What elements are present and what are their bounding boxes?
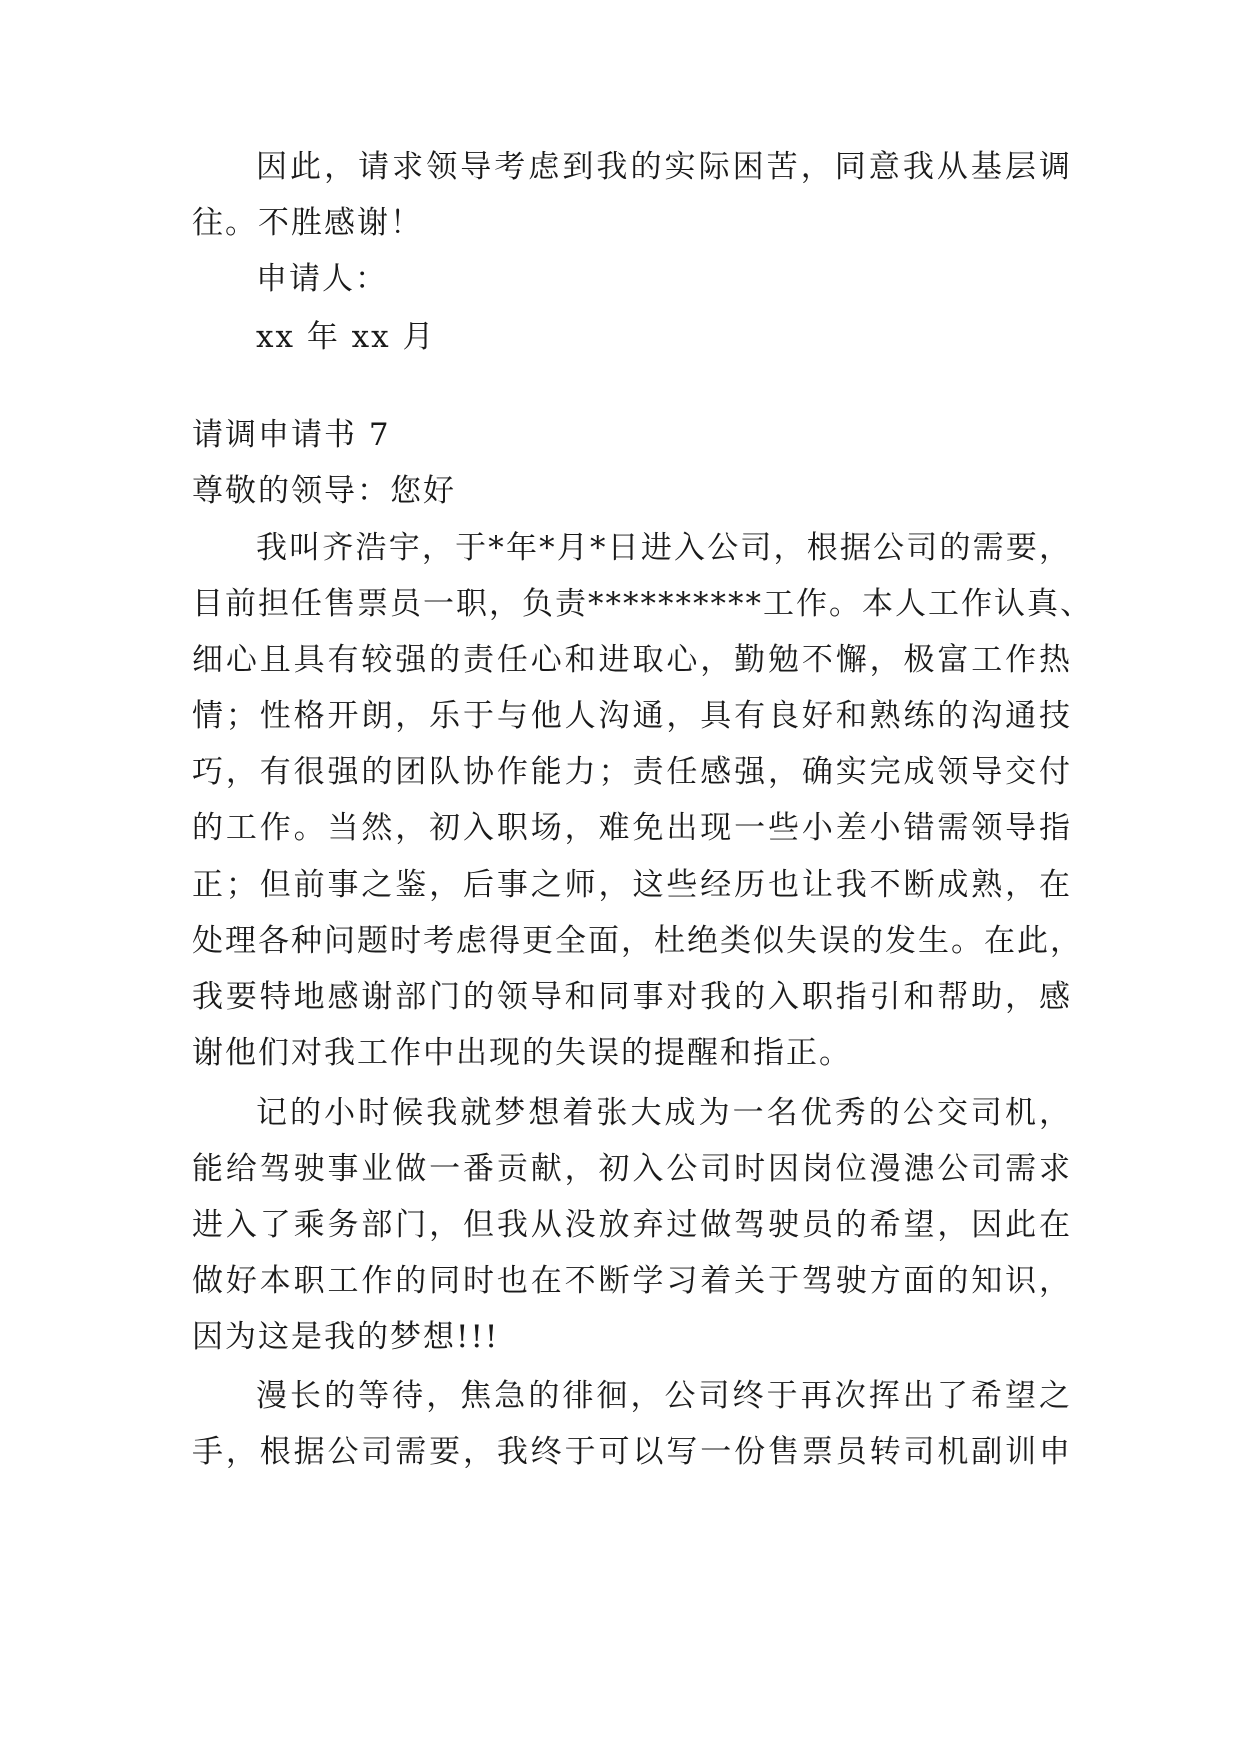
- text-line: 能给驾驶事业做一番贡献，初入公司时因岗位漫漶公司需求: [192, 1151, 1072, 1187]
- text-line: 往。不胜感谢！: [192, 205, 423, 241]
- text-line: 我叫齐浩宇，于*年*月*日进入公司，根据公司的需要，: [256, 530, 1072, 566]
- text-line: 正；但前事之鉴，后事之师，这些经历也让我不断成熟，在: [192, 867, 1072, 903]
- text-line: 细心且具有较强的责任心和进取心，勤勉不懈，极富工作热: [192, 642, 1072, 678]
- greeting: 尊敬的领导：您好: [192, 473, 456, 509]
- text-line: 手，根据公司需要，我终于可以写一份售票员转司机副训申: [192, 1434, 1072, 1470]
- text-line: 处理各种问题时考虑得更全面，杜绝类似失误的发生。在此，: [192, 923, 1083, 959]
- text-line: 做好本职工作的同时也在不断学习着关于驾驶方面的知识，: [192, 1263, 1072, 1299]
- text-line: 巧，有很强的团队协作能力；责任感强，确实完成领导交付: [192, 754, 1072, 790]
- date-line: xx 年 xx 月: [256, 319, 436, 355]
- text-line: 目前担任售票员一职，负责**********工作。本人工作认真、: [192, 586, 1093, 622]
- text-line: 的工作。当然，初入职场，难免出现一些小差小错需领导指: [192, 810, 1072, 846]
- text-line: 谢他们对我工作中出现的失误的提醒和指正。: [192, 1035, 852, 1071]
- text-line: 记的小时候我就梦想着张大成为一名优秀的公交司机，: [256, 1095, 1072, 1131]
- text-line: 因为这是我的梦想!!!: [192, 1319, 500, 1355]
- applicant-label: 申请人：: [256, 261, 388, 297]
- text-line: 情；性格开朗，乐于与他人沟通，具有良好和熟练的沟通技: [192, 698, 1072, 734]
- text-line: 进入了乘务部门，但我从没放弃过做驾驶员的希望，因此在: [192, 1207, 1072, 1243]
- text-line: 我要特地感谢部门的领导和同事对我的入职指引和帮助，感: [192, 979, 1072, 1015]
- section-title: 请调申请书 7: [192, 417, 391, 453]
- text-line: 因此，请求领导考虑到我的实际困苦，同意我从基层调: [256, 149, 1072, 185]
- text-line: 漫长的等待，焦急的徘徊，公司终于再次挥出了希望之: [256, 1378, 1072, 1414]
